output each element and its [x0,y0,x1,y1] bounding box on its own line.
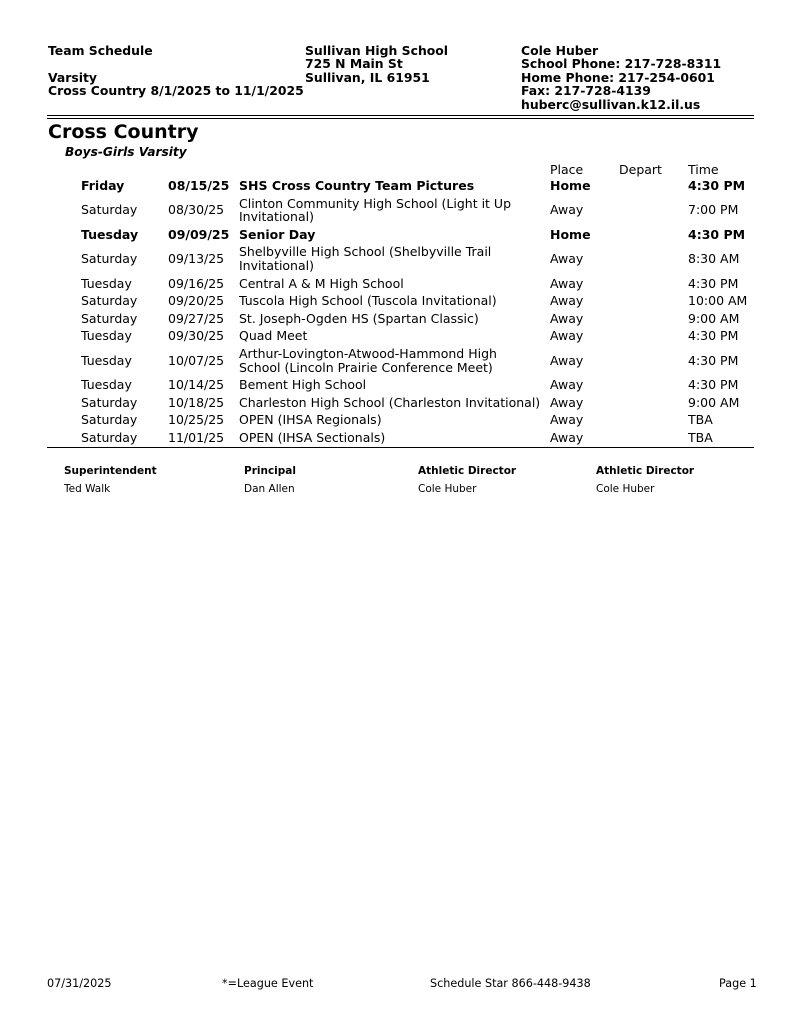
event-place: Away [550,328,584,344]
event-place: Away [550,251,584,267]
event-date: 10/18/25 [168,394,225,410]
schedule-row [47,310,754,328]
header-divider-second [47,118,754,119]
signature-name-athletic-director-2: Cole Huber [596,483,655,495]
contact-home-phone: Home Phone: 217-254-0601 [521,70,715,85]
event-day: Tuesday [81,275,132,291]
event-date: 10/07/25 [168,352,225,368]
header-divider [47,115,754,116]
event-day: Saturday [81,412,138,428]
schedule-body [47,177,754,447]
column-header-place: Place [550,162,584,177]
row-spacer [47,394,81,412]
footer-page-number: Page 1 [719,977,757,990]
schedule-row [47,411,754,429]
event-opponent: Bement High School [239,377,367,393]
event-place: Home [550,226,591,242]
event-depart [619,226,688,244]
column-header-time: Time [688,162,719,177]
event-time: 8:30 AM [688,251,740,267]
signature-title-superintendent: Superintendent [64,465,157,477]
schedule-row [47,275,754,293]
event-opponent: Senior Day [239,226,316,242]
signature-title-principal: Principal [244,465,296,477]
row-spacer [47,275,81,293]
event-time: 9:00 AM [688,310,740,326]
event-date: 11/01/25 [168,429,225,445]
event-time: 4:30 PM [688,275,739,291]
event-place: Away [550,429,584,445]
contact-name: Cole Huber [521,43,599,58]
event-place: Away [550,394,584,410]
event-place: Away [550,352,584,368]
schedule-row [47,243,754,274]
event-day: Saturday [81,394,138,410]
row-spacer [47,292,81,310]
event-time: TBA [688,429,713,445]
event-opponent: Shelbyville High School (Shelbyville Trail Invitational) [239,244,492,273]
event-opponent: OPEN (IHSA Regionals) [239,412,382,428]
schedule-row [47,226,754,244]
event-depart [619,177,688,195]
event-day: Saturday [81,293,138,309]
contact-email: huberc@sullivan.k12.il.us [521,97,701,112]
event-day: Saturday [81,310,138,326]
event-day: Tuesday [81,377,132,393]
event-time: 4:30 PM [688,226,746,242]
event-date: 09/30/25 [168,328,225,344]
event-opponent: Arthur-Lovington-Atwood-Hammond High School (Lincoln Prairie Conference Meet) [239,345,497,375]
event-place: Away [550,310,584,326]
school-name: Sullivan High School [305,43,449,58]
signature-name-athletic-director: Cole Huber [418,483,477,495]
event-place: Away [550,293,584,309]
event-opponent: OPEN (IHSA Sectionals) [239,429,386,445]
event-depart [619,275,688,293]
schedule-table [47,177,754,448]
event-date: 10/25/25 [168,412,225,428]
footer-vendor: Schedule Star 866-448-9438 [430,977,591,990]
event-place: Away [550,377,584,393]
event-depart [619,195,688,226]
contact-fax: Fax: 217-728-4139 [521,83,651,98]
event-opponent: SHS Cross Country Team Pictures [239,178,475,193]
event-opponent: Charleston High School (Charleston Invitational) [239,394,541,410]
school-city: Sullivan, IL 61951 [305,70,430,85]
event-place: Home [550,178,591,193]
signature-name-principal: Dan Allen [244,483,295,495]
event-time: 10:00 AM [688,293,748,309]
event-place: Away [550,275,584,291]
row-spacer [47,411,81,429]
event-depart [619,243,688,274]
event-day: Tuesday [81,352,132,368]
event-time: 4:30 PM [688,377,739,393]
event-date: 08/15/25 [168,178,230,193]
event-day: Tuesday [81,328,132,344]
column-header-depart: Depart [619,162,662,177]
contact-school-phone: School Phone: 217-728-8311 [521,56,722,71]
event-opponent: Tuscola High School (Tuscola Invitational) [239,293,497,309]
header-label: Team Schedule [48,43,153,58]
schedule-row [47,376,754,394]
event-opponent: Central A & M High School [239,275,404,291]
schedule-row [47,292,754,310]
row-spacer [47,177,81,195]
event-date: 09/16/25 [168,275,225,291]
signature-title-athletic-director: Athletic Director [418,465,517,477]
schedule-row [47,345,754,376]
event-depart [619,429,688,447]
event-time: 9:00 AM [688,394,740,410]
event-date: 09/09/25 [168,226,230,242]
event-opponent: St. Joseph-Ogden HS (Spartan Classic) [239,310,479,326]
row-spacer [47,243,81,274]
signature-name-superintendent: Ted Walk [64,483,111,495]
signature-title-athletic-director-2: Athletic Director [596,465,695,477]
team-level-title: Boys-Girls Varsity [65,145,187,159]
event-time: 7:00 PM [688,202,739,218]
event-place: Away [550,412,584,428]
schedule-row [47,177,754,195]
row-spacer [47,376,81,394]
event-date: 08/30/25 [168,202,225,218]
schedule-row [47,195,754,226]
event-opponent: Quad Meet [239,328,308,344]
event-depart [619,394,688,412]
event-depart [619,327,688,345]
school-street: 725 N Main St [305,56,403,71]
footer-legend: *=League Event [222,977,314,990]
row-spacer [47,195,81,226]
row-spacer [47,310,81,328]
event-time: 4:30 PM [688,178,746,193]
row-spacer [47,345,81,376]
event-depart [619,292,688,310]
event-place: Away [550,202,584,218]
event-date: 09/20/25 [168,293,225,309]
event-time: 4:30 PM [688,352,739,368]
header-sport-dates: Cross Country 8/1/2025 to 11/1/2025 [48,83,304,98]
event-day: Saturday [81,251,138,267]
event-opponent: Clinton Community High School (Light it Up Invitational) [239,195,512,225]
event-depart [619,411,688,429]
row-spacer [47,327,81,345]
event-time: 4:30 PM [688,328,739,344]
header-level: Varsity [48,70,98,85]
event-date: 09/13/25 [168,251,225,267]
event-date: 09/27/25 [168,310,225,326]
event-date: 10/14/25 [168,377,225,393]
row-spacer [47,226,81,244]
row-spacer [47,429,81,447]
event-day: Friday [81,178,125,193]
event-day: Saturday [81,202,138,218]
sport-title: Cross Country [48,121,199,143]
schedule-row [47,327,754,345]
event-depart [619,345,688,376]
schedule-row [47,429,754,447]
event-day: Tuesday [81,226,139,242]
event-time: TBA [688,412,713,428]
footer-date: 07/31/2025 [47,977,112,990]
event-depart [619,310,688,328]
event-day: Saturday [81,429,138,445]
schedule-row [47,394,754,412]
event-depart [619,376,688,394]
